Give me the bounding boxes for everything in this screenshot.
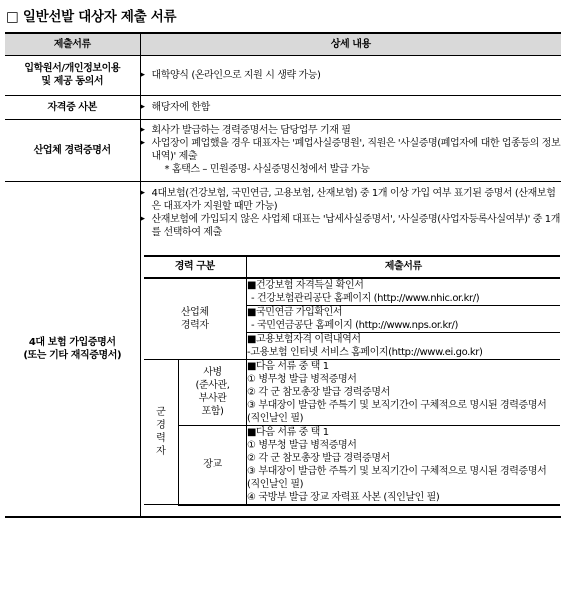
doc-title: ■건강보험 자격득실 확인서 <box>247 279 364 291</box>
soldier-label: 사병 (준사관, 부사관 포함) <box>179 359 247 425</box>
doc-source: - 국민연금공단 홈페이지 (http://www.nps.or.kr/) <box>251 319 459 331</box>
doc-title: ■고용보험자격 이력내역서 <box>247 333 361 345</box>
table-header-row <box>5 33 561 55</box>
table-row <box>5 55 561 95</box>
sub-row <box>144 278 560 306</box>
table-row <box>5 95 561 119</box>
career-type-table <box>144 255 560 506</box>
doc-option: ③ 부대장이 발급한 주특기 및 보직기간이 구체적으로 명시된 경력증명서 (직인날인 필) <box>247 465 547 490</box>
doc-option: ④ 국방부 발급 장교 자력표 사본 (직인날인 필) <box>247 491 440 503</box>
detail-item: ▸ 회사가 발급하는 경력증명서는 담당업무 기재 필 <box>141 124 562 137</box>
industry-doc-cell <box>247 305 560 332</box>
sub-row <box>144 425 560 505</box>
detail-item: ▸ 사업장이 폐업했을 경우 대표자는 '폐업사실증명원', 직원은 '사실증명(폐업자에 대한 업종등의 정보내역)' 제출 <box>141 137 562 163</box>
doc-option: ② 각 군 참모총장 발급 경력증명서 <box>247 452 390 464</box>
row-label: 산업체 경력증명서 <box>5 119 140 181</box>
soldier-doc-cell <box>247 359 560 425</box>
detail-item: ▸ 산재보험에 가입되지 않은 사업체 대표는 '납세사실증명서', '사실증명(사업자등록사실여부)' 중 1개를 선택하여 제출 <box>141 213 562 239</box>
detail-note: * 홈택스 – 민원증명- 사실증명신청에서 발급 가능 <box>164 164 370 175</box>
row-detail <box>140 119 561 181</box>
row-detail <box>140 55 561 95</box>
doc-option: ② 각 군 참모총장 발급 경력증명서 <box>247 386 390 398</box>
military-career-label: 군 경 력 자 <box>144 359 179 505</box>
officer-label: 장교 <box>179 425 247 505</box>
doc-option: ① 병무청 발급 병적증명서 <box>247 373 357 385</box>
officer-doc-cell <box>247 425 560 505</box>
row-label: 입학원서/개인정보이용 및 제공 동의서 <box>5 55 140 95</box>
table-row <box>5 119 561 181</box>
detail-item: ▸ 대학양식 (온라인으로 지원 시 생략 가능) <box>141 69 562 82</box>
table-row <box>5 181 561 517</box>
doc-source: -고용보험 인터넷 서비스 홈페이지(http://www.ei.go.kr) <box>247 346 483 358</box>
industry-career-label: 산업체 경력자 <box>144 278 247 360</box>
column-header: 제출서류 <box>247 256 560 278</box>
column-header: 상세 내용 <box>140 33 561 55</box>
row-label: 4대 보험 가입증명서 (또는 기타 재직증명서) <box>5 181 140 517</box>
sub-header-row <box>144 256 560 278</box>
row-label: 자격증 사본 <box>5 95 140 119</box>
industry-doc-cell <box>247 278 560 306</box>
doc-title: ■국민연금 가입확인서 <box>247 306 343 318</box>
column-header: 제출서류 <box>5 33 140 55</box>
detail-item: ▸ 4대보험(건강보험, 국민연금, 고용보험, 산재보험) 중 1개 이상 가입 여부 표기된 증명서 (산재보험은 대표자가 지원할 때만 가능) <box>141 187 562 213</box>
doc-title: ■다음 서류 중 택 1 <box>247 426 329 438</box>
documents-table <box>5 32 561 518</box>
row-detail <box>140 181 561 517</box>
doc-title: ■다음 서류 중 택 1 <box>247 360 329 372</box>
doc-option: ③ 부대장이 발급한 주특기 및 보직기간이 구체적으로 명시된 경력증명서 (직인날인 필) <box>247 399 547 424</box>
industry-doc-cell <box>247 332 560 359</box>
detail-item: ▸ 해당자에 한함 <box>141 101 562 114</box>
page-title: □ 일반선발 대상자 제출 서류 <box>6 9 177 25</box>
row-detail <box>140 95 561 119</box>
sub-row <box>144 359 560 425</box>
doc-option: ① 병무청 발급 병적증명서 <box>247 439 357 451</box>
doc-source: - 건강보험관리공단 홈페이지 (http://www.nhic.or.kr/) <box>251 292 480 304</box>
column-header: 경력 구분 <box>144 256 247 278</box>
